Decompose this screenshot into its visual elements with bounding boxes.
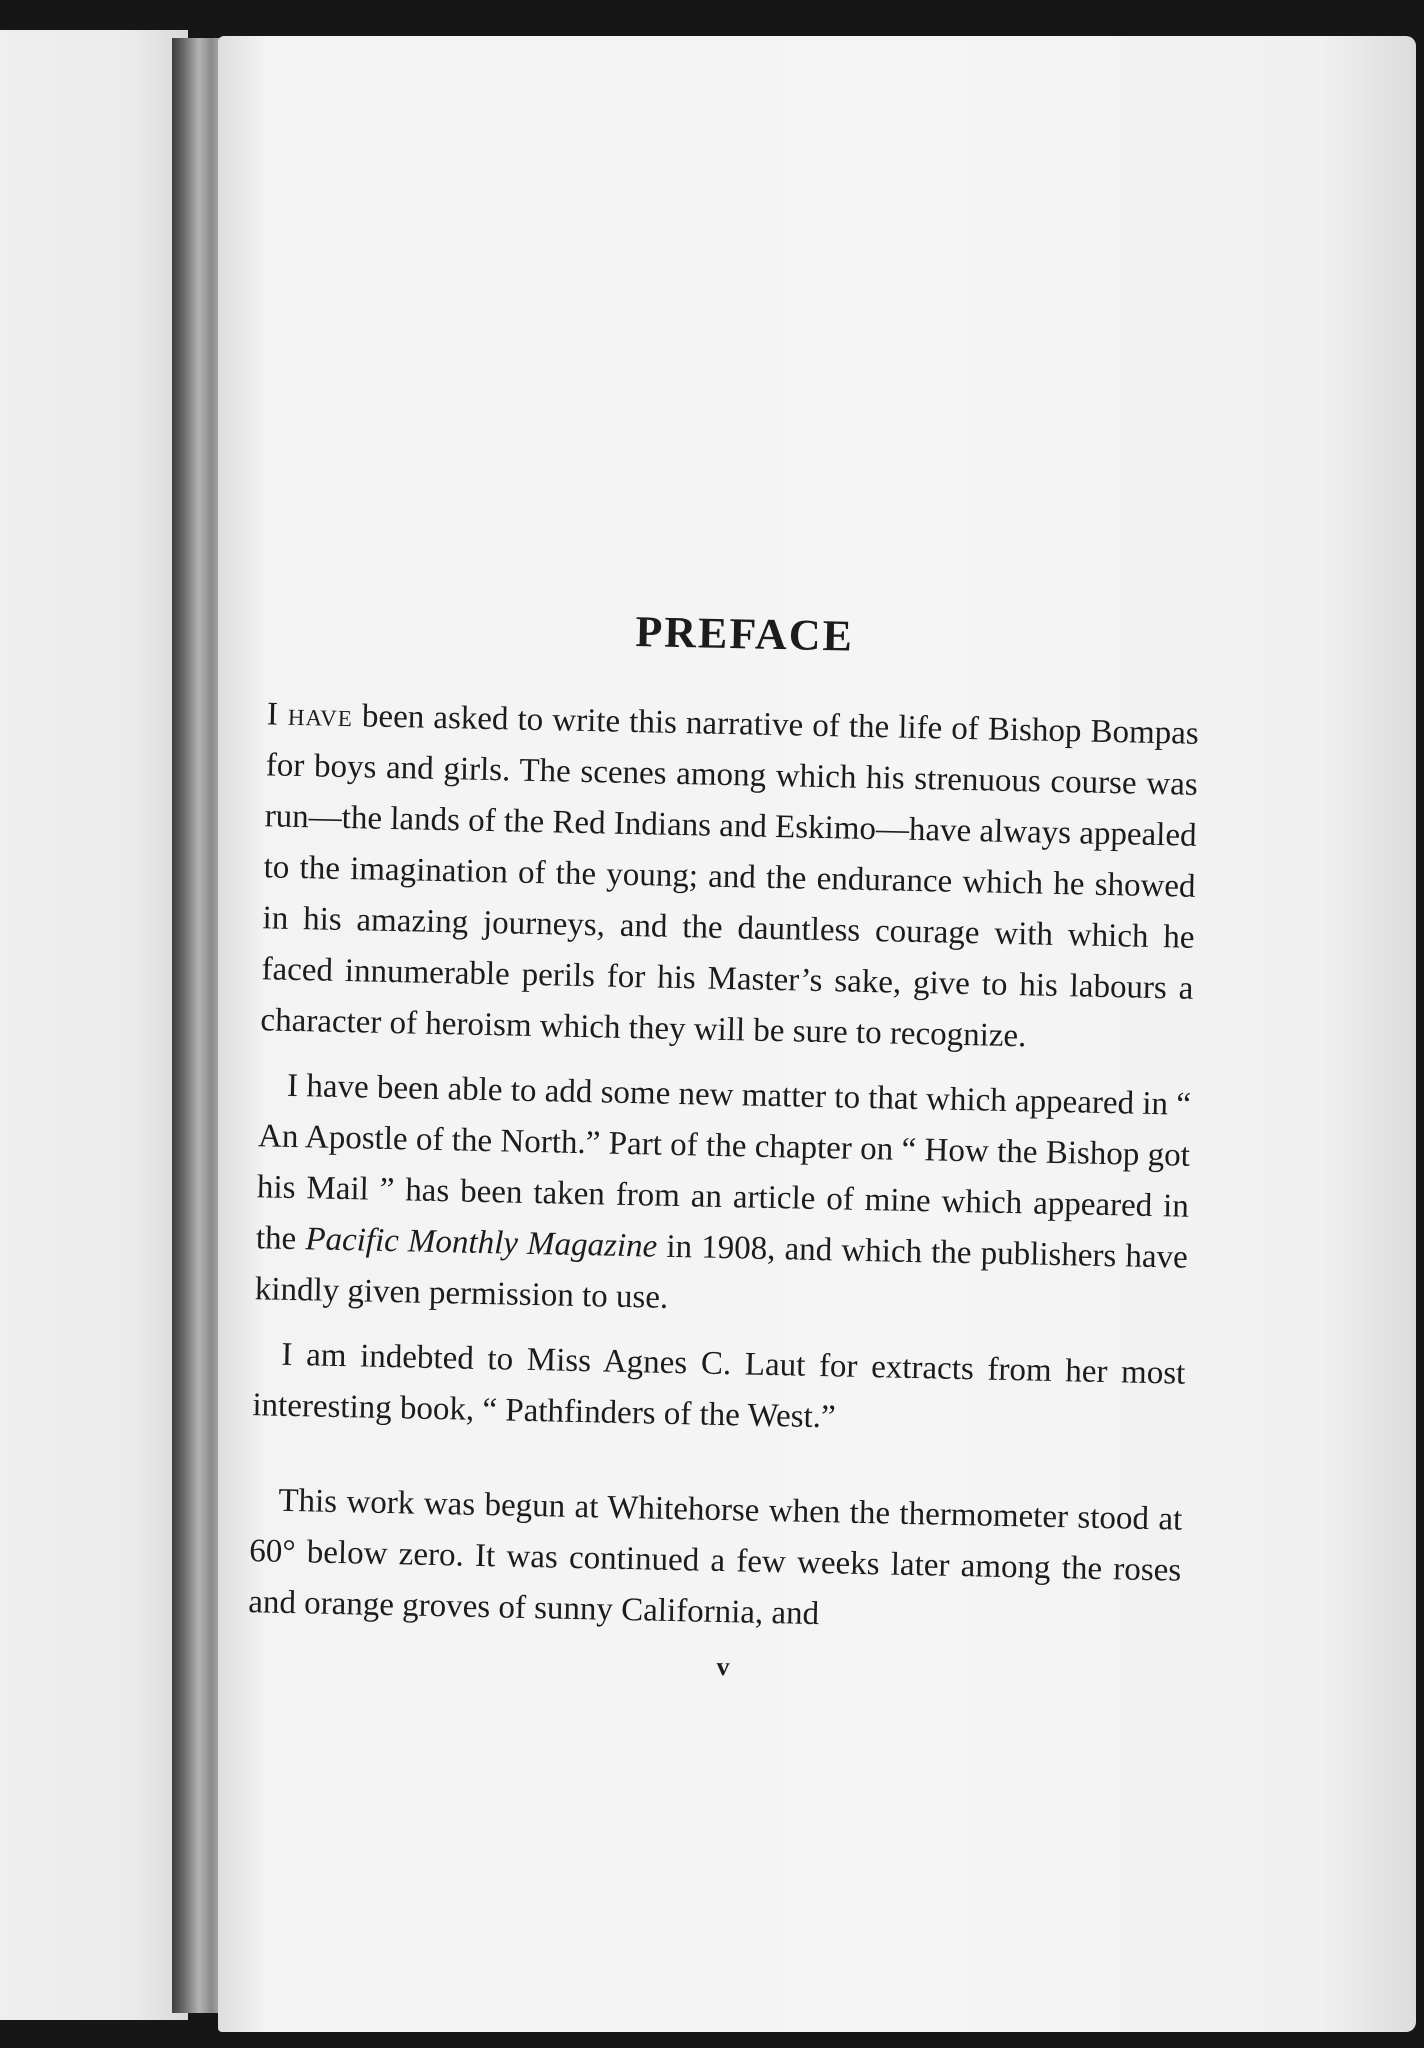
preface-text-block — [247, 598, 1201, 1691]
paragraph-2-after: in 1908, and which the publishers have kindly given permission to use. — [254, 1228, 1189, 1316]
left-page — [0, 30, 188, 2020]
paragraph-2-before: I have been able to add some new matter to that which appeared in “ An Apostle of the North.” Part of the chapter on “ How the Bishop got his Mail ” has been taken from an article of mine which appeared in the — [255, 1067, 1192, 1258]
paragraph-1-lead: I — [266, 696, 279, 733]
paragraph-2 — [254, 1060, 1191, 1334]
paragraph-1 — [260, 689, 1199, 1065]
page-number: v — [716, 1651, 730, 1682]
paragraph-1-small-caps: have — [277, 696, 354, 735]
paragraph-3: I am indebted to Miss Agnes C. Laut for extracts from her most interesting book, “ Pathfinders of the West.” — [252, 1336, 1186, 1436]
paragraph-2-magazine-title: Pacific Monthly Magazine — [305, 1221, 658, 1265]
page-title: PREFACE — [634, 607, 855, 661]
paragraph-1-body: been asked to write this narrative of the life of Bishop Bompas for boys and girls. The scenes among which his strenuous course was run—the lands of the Red Indians and Eskimo—have always appealed to the imagination of the young; and the endurance which he showed in his amazing journeys, and the dauntless courage with which he faced innumerable perils for his Master’s sake, give to his labours a character of heroism which they will be sure to recognize. — [260, 698, 1200, 1055]
paragraph-4: This work was begun at Whitehorse when the thermometer stood at 60° below zero. It was continued a few weeks later among the roses and orange groves of sunny California, and — [247, 1482, 1183, 1633]
